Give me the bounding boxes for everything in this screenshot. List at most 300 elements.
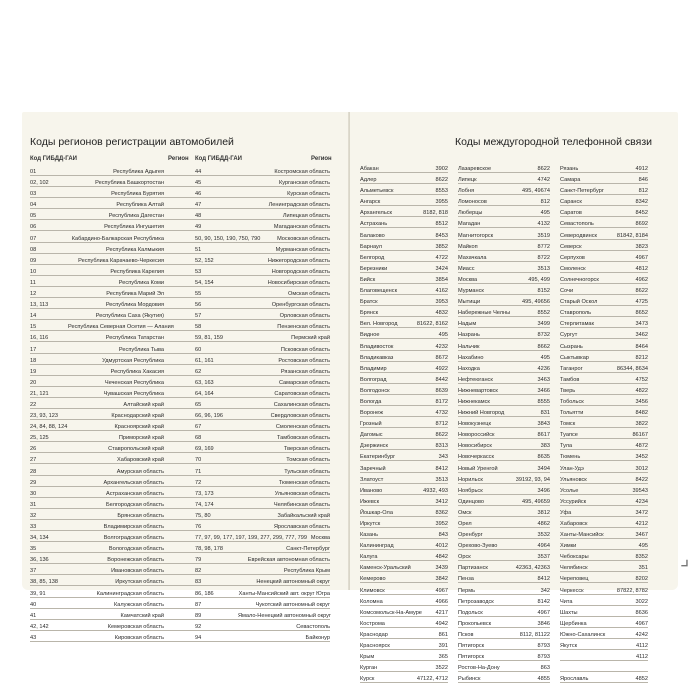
region-name: Республика Коми bbox=[118, 279, 164, 286]
region-code: 56 bbox=[195, 302, 202, 309]
phone-code: 8622 bbox=[435, 177, 448, 184]
phone-code: 3499 bbox=[537, 321, 550, 328]
phone-code: 4862 bbox=[537, 521, 550, 527]
phone-code: 8672 bbox=[435, 354, 448, 361]
region-row bbox=[30, 478, 330, 489]
region-code: 34, 134 bbox=[30, 535, 49, 542]
region-code: 03 bbox=[30, 191, 37, 198]
city-name: Мытищи bbox=[458, 299, 481, 306]
region-name: Алтайский край bbox=[123, 401, 164, 408]
city-name: Курск bbox=[360, 676, 375, 683]
phone-row bbox=[360, 197, 648, 208]
city-name: Норильск bbox=[458, 476, 483, 483]
city-name: Туапсе bbox=[560, 432, 578, 439]
region-name: Мурманская область bbox=[275, 246, 330, 253]
city-name: Партизанск bbox=[458, 565, 488, 572]
region-row bbox=[30, 500, 330, 511]
region-name: Республика Мордовия bbox=[105, 302, 164, 309]
city-name: Солнечногорск bbox=[560, 276, 599, 283]
phone-row bbox=[360, 297, 648, 308]
phone-code: 3513 bbox=[537, 265, 550, 272]
region-code: 05 bbox=[30, 213, 37, 220]
phone-code: 8442 bbox=[435, 376, 448, 383]
phone-row bbox=[360, 586, 648, 597]
phone-code: 3537 bbox=[537, 554, 550, 561]
phone-code: 3439 bbox=[435, 565, 448, 572]
region-code: 54, 154 bbox=[195, 279, 214, 286]
city-name: Орск bbox=[458, 554, 471, 561]
city-name: Миасс bbox=[458, 265, 475, 272]
region-name: Калининградская область bbox=[96, 590, 164, 597]
region-code: 46 bbox=[195, 191, 202, 198]
city-name: Волгоград bbox=[360, 376, 387, 383]
phone-code: 8112, 81122 bbox=[519, 631, 550, 638]
phone-row bbox=[360, 641, 648, 652]
city-name: Барнаул bbox=[360, 243, 382, 250]
phone-code: 8142 bbox=[537, 598, 550, 605]
phone-code: 4112 bbox=[635, 654, 648, 661]
phone-code: 4232 bbox=[435, 343, 448, 350]
phone-code: 3532 bbox=[537, 532, 550, 539]
phone-code: 4722 bbox=[435, 254, 448, 261]
phone-row bbox=[360, 475, 648, 486]
region-row bbox=[30, 444, 330, 455]
city-name: Орел bbox=[458, 521, 472, 527]
phone-code: 3412 bbox=[435, 498, 448, 505]
city-name: Шахты bbox=[560, 609, 578, 616]
phone-row bbox=[360, 208, 648, 219]
phone-row bbox=[360, 563, 648, 574]
city-name: Архангельск bbox=[360, 210, 392, 217]
phone-code: 4012 bbox=[435, 543, 448, 550]
region-code: 06 bbox=[30, 224, 37, 231]
region-name: Амурская область bbox=[116, 468, 164, 475]
city-name: Златоуст bbox=[360, 476, 384, 483]
phone-code: 4872 bbox=[635, 443, 648, 450]
phone-code: 8152 bbox=[537, 288, 550, 295]
phone-code: 8512 bbox=[435, 221, 448, 228]
city-name: Назрань bbox=[458, 332, 480, 339]
city-name: Сызрань bbox=[560, 343, 583, 350]
region-row bbox=[30, 455, 330, 466]
phone-code: 4932, 493 bbox=[423, 487, 448, 494]
region-code: 63, 163 bbox=[195, 379, 214, 386]
city-name: Надым bbox=[458, 321, 477, 328]
region-row bbox=[30, 222, 330, 233]
region-code: 51 bbox=[195, 246, 202, 253]
phone-code: 8639 bbox=[435, 387, 448, 394]
city-name: Коломна bbox=[360, 598, 383, 605]
region-row bbox=[30, 333, 330, 344]
region-row bbox=[30, 522, 330, 533]
phone-row bbox=[360, 319, 648, 330]
region-row bbox=[30, 400, 330, 411]
city-name: Подольск bbox=[458, 609, 483, 616]
region-row bbox=[30, 167, 330, 178]
region-code: 02, 102 bbox=[30, 180, 49, 187]
city-name: Мурманск bbox=[458, 288, 484, 295]
region-name: Ивановская область bbox=[111, 568, 164, 575]
region-row bbox=[30, 622, 330, 633]
region-row bbox=[30, 278, 330, 289]
phone-row bbox=[360, 219, 648, 230]
phone-code: 4742 bbox=[537, 177, 550, 184]
city-name: Омск bbox=[458, 509, 472, 516]
region-name: Рязанская область bbox=[280, 368, 330, 375]
phone-code: 3022 bbox=[635, 598, 648, 605]
city-name: Тобольск bbox=[560, 398, 584, 405]
region-code: 65 bbox=[195, 401, 202, 408]
phone-code: 4234 bbox=[635, 498, 648, 505]
city-name: Череповец bbox=[560, 576, 589, 583]
city-name: Таганрог bbox=[560, 365, 583, 372]
region-name: Чувашская Республика bbox=[103, 390, 164, 397]
phone-code: 383 bbox=[540, 443, 550, 450]
region-code: 48 bbox=[195, 213, 202, 220]
city-name: Тверь bbox=[560, 387, 576, 394]
region-code: 07 bbox=[30, 235, 37, 242]
city-name: Ульяновск bbox=[560, 476, 587, 483]
region-row bbox=[30, 267, 330, 278]
city-name: Йошкар-Ола bbox=[360, 509, 393, 516]
city-name: Оренбург bbox=[458, 532, 483, 539]
phone-code: 86344, 8634 bbox=[616, 365, 648, 372]
phone-row bbox=[360, 286, 648, 297]
region-name: Республика Татарстан bbox=[105, 335, 164, 342]
city-name: Набережные Челны bbox=[458, 310, 511, 317]
phone-code: 8202 bbox=[635, 576, 648, 583]
phone-code: 86167 bbox=[632, 432, 648, 439]
region-row bbox=[30, 300, 330, 311]
region-name: Пензенская область bbox=[277, 324, 330, 331]
phone-code: 3452 bbox=[635, 454, 648, 461]
region-name: Ленинградская область bbox=[268, 202, 330, 209]
city-name: Комсомольск-На-Амуре bbox=[360, 609, 422, 616]
region-row bbox=[30, 378, 330, 389]
city-name: Нефтеюганск bbox=[458, 376, 493, 383]
region-name: Краснодарский край bbox=[111, 413, 164, 420]
region-name: Новгородская область bbox=[271, 268, 330, 275]
phone-code: 3854 bbox=[435, 276, 448, 283]
region-name: Тамбовская область bbox=[276, 435, 330, 442]
city-name: Рыбинск bbox=[458, 676, 481, 683]
phone-row bbox=[360, 452, 648, 463]
region-row bbox=[30, 178, 330, 189]
region-name: Кабардино-Балкарская Республика bbox=[71, 235, 164, 242]
city-name: Кемерово bbox=[360, 576, 386, 583]
city-name: Пятигорск bbox=[458, 643, 485, 650]
phone-row bbox=[360, 164, 648, 175]
region-code: 60 bbox=[195, 346, 202, 353]
phone-row bbox=[360, 497, 648, 508]
city-name: Нижневартовск bbox=[458, 387, 498, 394]
phone-code: 8553 bbox=[435, 188, 448, 195]
region-name: Ставропольский край bbox=[108, 446, 164, 453]
region-code: 89 bbox=[195, 612, 202, 619]
city-name: Воронеж bbox=[360, 410, 383, 417]
city-name: Улан-Удэ bbox=[560, 465, 584, 472]
region-name: Курганская область bbox=[279, 180, 330, 187]
phone-code: 831 bbox=[540, 410, 550, 417]
phone-code: 812 bbox=[638, 188, 648, 195]
phone-code: 3952 bbox=[435, 521, 448, 527]
region-code: 22 bbox=[30, 401, 37, 408]
city-name: Новый Уренгой bbox=[458, 465, 498, 472]
region-row bbox=[30, 411, 330, 422]
phone-code: 4752 bbox=[635, 376, 648, 383]
region-row bbox=[30, 589, 330, 600]
region-name: Липецкая область bbox=[282, 213, 330, 220]
phone-code: 8662 bbox=[537, 343, 550, 350]
region-row bbox=[30, 577, 330, 588]
region-name: Забайкальский край bbox=[277, 512, 330, 519]
phone-code: 47122, 4712 bbox=[416, 676, 448, 683]
phone-code: 495 bbox=[638, 543, 648, 550]
phone-code: 8772 bbox=[537, 243, 550, 250]
region-row bbox=[30, 467, 330, 478]
city-name: Севастополь bbox=[560, 221, 594, 228]
phone-code: 8313 bbox=[435, 443, 448, 450]
region-name: Республика Дагестан bbox=[108, 213, 164, 220]
region-row bbox=[30, 511, 330, 522]
phone-code: 4912 bbox=[635, 166, 648, 172]
header-code-2: Код ГИБДД-ГАИ bbox=[195, 156, 242, 162]
phone-code: 3467 bbox=[635, 532, 648, 539]
phone-code: 863 bbox=[540, 665, 550, 672]
phone-code: 4812 bbox=[635, 265, 648, 272]
region-code: 09 bbox=[30, 257, 37, 264]
phone-row bbox=[360, 508, 648, 519]
phone-code: 8652 bbox=[635, 310, 648, 317]
phone-code: 3012 bbox=[635, 465, 648, 472]
phone-row bbox=[360, 430, 648, 441]
phone-code: 8722 bbox=[537, 254, 550, 261]
city-name: Химки bbox=[560, 543, 577, 550]
phone-row bbox=[360, 597, 648, 608]
phone-code: 3846 bbox=[537, 620, 550, 627]
city-name: Грозный bbox=[360, 421, 382, 428]
region-code: 83 bbox=[195, 579, 202, 586]
header-region-1: Регион bbox=[168, 156, 189, 162]
row-divider bbox=[458, 560, 550, 561]
city-name: Чита bbox=[560, 598, 573, 605]
phone-code: 8412 bbox=[537, 576, 550, 583]
region-codes-table bbox=[30, 167, 330, 644]
phone-code: 4112 bbox=[635, 643, 648, 650]
phone-code: 3496 bbox=[537, 487, 550, 494]
phone-code: 8712 bbox=[435, 421, 448, 428]
region-name: Сахалинская область bbox=[273, 401, 330, 408]
phone-code: 8617 bbox=[537, 432, 550, 439]
region-code: 75, 80 bbox=[195, 512, 211, 519]
phone-code: 4967 bbox=[635, 620, 648, 627]
region-row bbox=[30, 322, 330, 333]
phone-code: 4732 bbox=[435, 410, 448, 417]
city-name: Нижний Новгород bbox=[458, 410, 505, 417]
phone-codes-title: Коды междугородной телефонной связи bbox=[454, 136, 652, 148]
region-name: Архангельская область bbox=[103, 479, 164, 486]
region-row bbox=[30, 489, 330, 500]
city-name: Братск bbox=[360, 299, 378, 306]
region-name: Байконур bbox=[305, 634, 330, 641]
city-name: Видное bbox=[360, 332, 380, 339]
region-row bbox=[30, 356, 330, 367]
region-code: 55 bbox=[195, 291, 202, 298]
city-name: Волгодонск bbox=[360, 387, 390, 394]
region-name: Республика Адыгея bbox=[113, 169, 164, 175]
city-name: Ангарск bbox=[360, 199, 381, 206]
region-name: Псковская область bbox=[280, 346, 330, 353]
region-code: 58 bbox=[195, 324, 202, 331]
city-name: Сыктывкар bbox=[560, 354, 589, 361]
city-name: Ставрополь bbox=[560, 310, 592, 317]
city-name: Пермь bbox=[458, 587, 476, 594]
region-name: Кемеровская область bbox=[107, 623, 164, 630]
region-name: Пермский край bbox=[291, 335, 330, 342]
phone-code: 3494 bbox=[537, 465, 550, 472]
region-code: 45 bbox=[195, 180, 202, 187]
city-name: Калуга bbox=[360, 554, 378, 561]
city-name: Люберцы bbox=[458, 210, 483, 217]
city-name: Магадан bbox=[458, 221, 481, 228]
region-code: 24, 84, 88, 124 bbox=[30, 424, 68, 431]
phone-row bbox=[360, 608, 648, 619]
city-name: Ломоносов bbox=[458, 199, 487, 206]
city-name: Ханты-Мансийск bbox=[560, 532, 604, 539]
region-name: Республика Ингушетия bbox=[104, 224, 164, 231]
phone-code: 4842 bbox=[435, 554, 448, 561]
phone-code: 495 bbox=[540, 210, 550, 217]
city-name: Крым bbox=[360, 654, 375, 661]
region-code: 53 bbox=[195, 268, 202, 275]
region-code: 38, 85, 138 bbox=[30, 579, 58, 586]
city-name: Красноярск bbox=[360, 643, 390, 650]
phone-row bbox=[360, 674, 648, 685]
phone-code: 8464 bbox=[635, 343, 648, 350]
region-code: 74, 174 bbox=[195, 501, 214, 508]
city-name: Абакан bbox=[360, 166, 379, 172]
phone-row bbox=[360, 308, 648, 319]
region-code: 36, 136 bbox=[30, 557, 49, 564]
region-code: 25, 125 bbox=[30, 435, 49, 442]
city-name: Липецк bbox=[458, 177, 477, 184]
region-code: 71 bbox=[195, 468, 202, 475]
phone-row bbox=[360, 530, 648, 541]
region-name: Калужская область bbox=[113, 601, 164, 608]
city-name: Владимир bbox=[360, 365, 387, 372]
region-code: 68 bbox=[195, 435, 202, 442]
phone-code: 4132 bbox=[537, 221, 550, 228]
phone-code: 495 bbox=[438, 332, 448, 339]
phone-code: 3822 bbox=[635, 421, 648, 428]
region-code: 15 bbox=[30, 324, 37, 331]
phone-row bbox=[360, 353, 648, 364]
region-name: Республика Алтай bbox=[116, 202, 164, 209]
phone-row bbox=[360, 397, 648, 408]
right-page-phone-codes bbox=[350, 112, 678, 683]
region-code: 11 bbox=[30, 279, 36, 286]
region-row bbox=[30, 389, 330, 400]
phone-code: 42363, 42363 bbox=[515, 565, 550, 572]
city-name: Лазаревское bbox=[458, 166, 492, 172]
region-row bbox=[30, 311, 330, 322]
region-code: 13, 113 bbox=[30, 302, 49, 309]
region-name: Курская область bbox=[287, 191, 330, 198]
region-code: 28 bbox=[30, 468, 37, 475]
city-name: Климовск bbox=[360, 587, 385, 594]
region-name: Московская область bbox=[277, 235, 330, 242]
region-row bbox=[30, 600, 330, 611]
region-code: 86, 186 bbox=[195, 590, 214, 597]
region-code: 43 bbox=[30, 634, 37, 641]
city-name: Вел. Новгород bbox=[360, 321, 398, 328]
phone-code: 4236 bbox=[537, 365, 550, 372]
phone-code: 8622 bbox=[435, 432, 448, 439]
city-name: Брянск bbox=[360, 310, 379, 317]
phone-code: 4832 bbox=[435, 310, 448, 317]
region-code: 35 bbox=[30, 546, 37, 553]
phone-code: 495 bbox=[540, 354, 550, 361]
region-code: 01 bbox=[30, 169, 37, 175]
region-code: 69, 169 bbox=[195, 446, 214, 453]
region-name: Орловская область bbox=[279, 313, 330, 320]
phone-code: 8692 bbox=[635, 221, 648, 228]
region-name: Ульяновская область bbox=[274, 490, 330, 497]
phone-code: 495, 49659 bbox=[522, 498, 550, 505]
region-code: 49 bbox=[195, 224, 202, 231]
region-row bbox=[30, 200, 330, 211]
city-name: Дзержинск bbox=[360, 443, 388, 450]
city-name: Черкесск bbox=[560, 587, 584, 594]
phone-code: 3519 bbox=[537, 232, 550, 239]
city-name: Лобня bbox=[458, 188, 475, 195]
region-row bbox=[30, 367, 330, 378]
region-name: Свердловская область bbox=[270, 413, 330, 420]
phone-row bbox=[360, 175, 648, 186]
phone-code: 4725 bbox=[635, 299, 648, 306]
region-code: 52, 152 bbox=[195, 257, 214, 264]
region-name: Республика Башкортостан bbox=[95, 180, 164, 187]
phone-code: 3842 bbox=[435, 576, 448, 583]
city-name: Нальчик bbox=[458, 343, 480, 350]
phone-code: 3424 bbox=[435, 265, 448, 272]
phone-row bbox=[360, 663, 648, 674]
region-name: Омская область bbox=[288, 291, 330, 298]
city-name: Екатеринбург bbox=[360, 454, 396, 461]
region-row bbox=[30, 433, 330, 444]
phone-row bbox=[360, 519, 648, 530]
city-name: Тамбов bbox=[560, 376, 580, 383]
phone-code: 3812 bbox=[537, 509, 550, 516]
phone-row bbox=[360, 464, 648, 475]
phone-code: 8212 bbox=[635, 354, 648, 361]
city-name: Северодвинск bbox=[560, 232, 597, 239]
phone-row bbox=[360, 364, 648, 375]
region-code: 79 bbox=[195, 557, 202, 564]
city-name: Благовещенск bbox=[360, 288, 398, 295]
phone-code: 4822 bbox=[635, 387, 648, 394]
region-name: Республика Карачаево-Черкесия bbox=[78, 257, 164, 264]
region-code: 94 bbox=[195, 634, 202, 641]
region-row bbox=[30, 422, 330, 433]
city-name: Якутск bbox=[560, 643, 578, 650]
region-name: Севастополь bbox=[296, 623, 330, 630]
phone-code: 8482 bbox=[635, 410, 648, 417]
phone-row bbox=[360, 630, 648, 641]
row-divider bbox=[458, 516, 550, 517]
left-page-region-codes bbox=[22, 112, 350, 641]
region-row bbox=[30, 256, 330, 267]
